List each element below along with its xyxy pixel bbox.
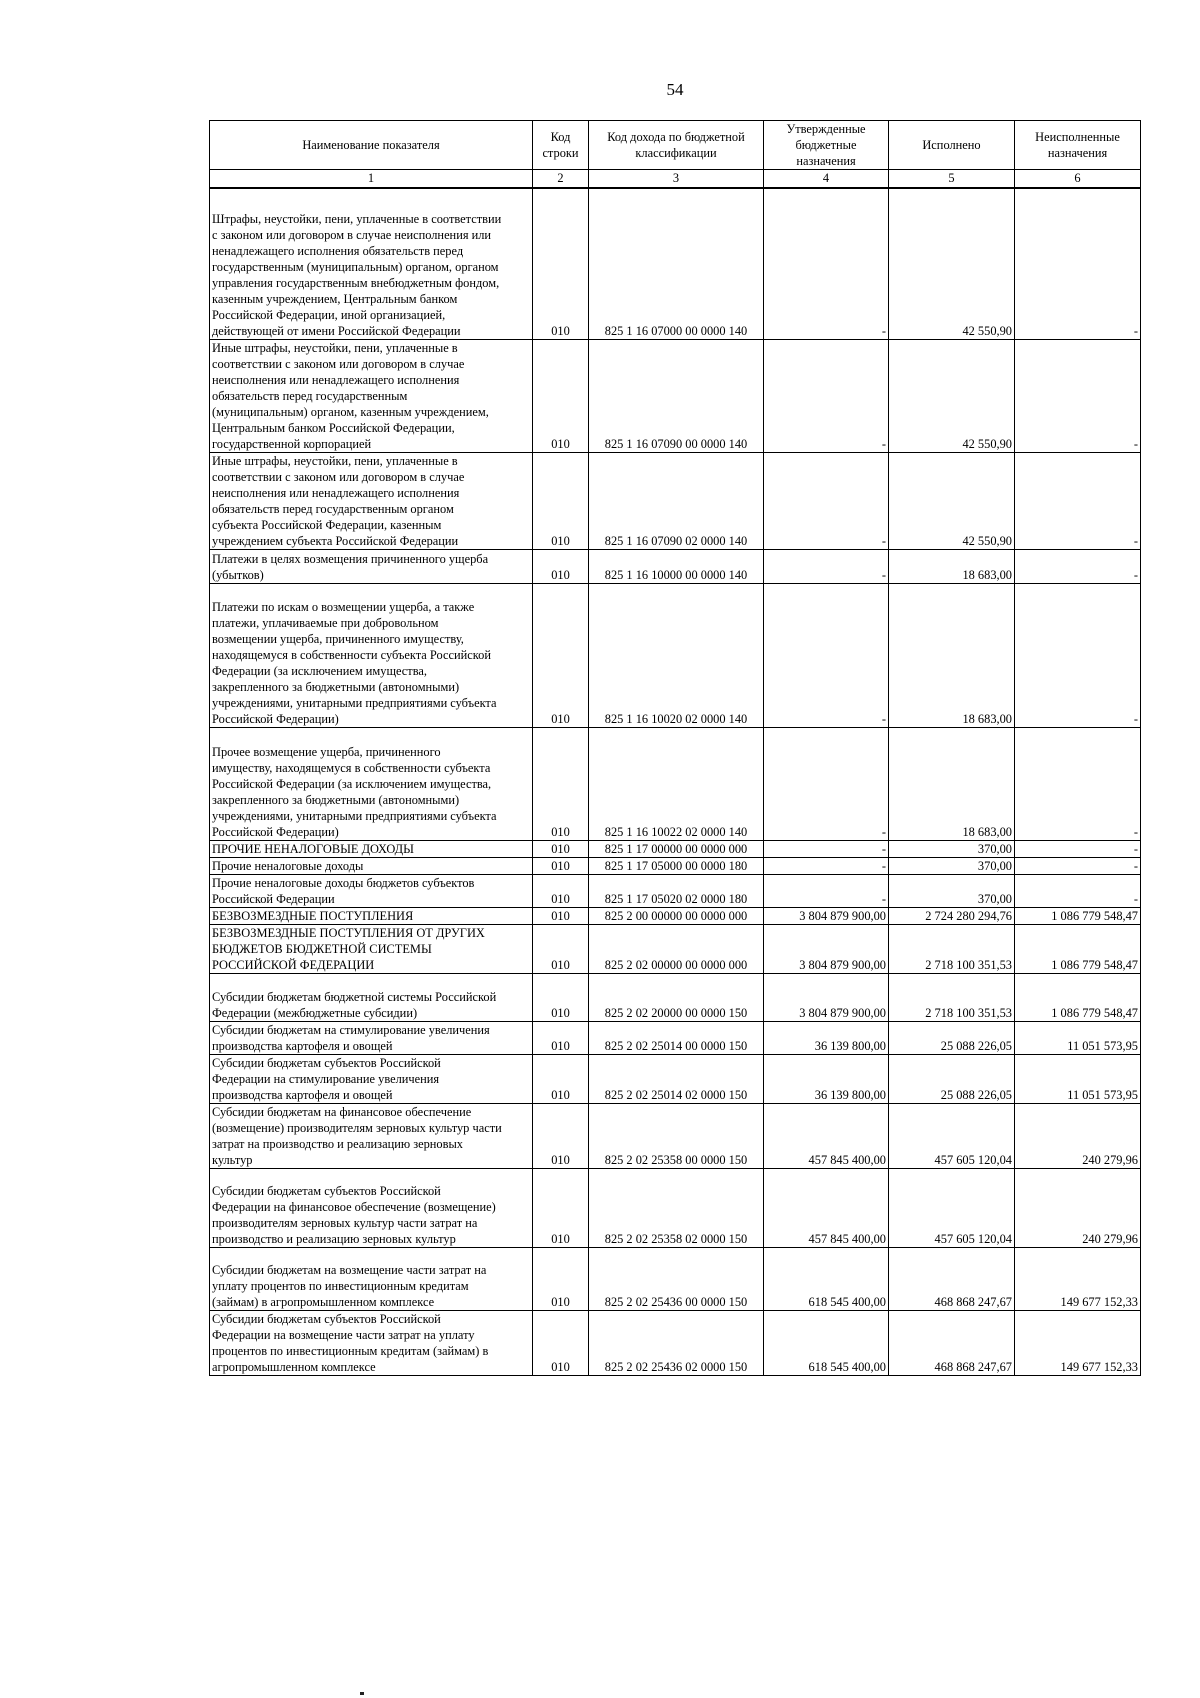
row-indicator-name: ПРОЧИЕ НЕНАЛОГОВЫЕ ДОХОДЫ [210,840,533,857]
row-line-code: 010 [533,1247,589,1310]
row-executed-value: 2 718 100 351,53 [889,973,1015,1021]
row-indicator-name: БЕЗВОЗМЕЗДНЫЕ ПОСТУПЛЕНИЯ [210,907,533,924]
row-unexecuted-value: - [1015,452,1141,549]
header-unexecuted-appropriations: Неисполненные назначения [1015,121,1141,170]
row-classification-code: 825 2 02 25014 00 0000 150 [589,1021,764,1054]
row-unexecuted-value: 149 677 152,33 [1015,1310,1141,1375]
row-indicator-name: Субсидии бюджетам бюджетной системы Российской Федерации (межбюджетные субсидии) [210,973,533,1021]
row-line-code: 010 [533,1054,589,1103]
row-line-code: 010 [533,1168,589,1247]
row-classification-code: 825 1 16 07090 02 0000 140 [589,452,764,549]
row-line-code: 010 [533,874,589,907]
table-row [210,1103,1141,1168]
row-approved-value: 36 139 800,00 [764,1021,889,1054]
row-executed-value: 457 605 120,04 [889,1103,1015,1168]
row-classification-code: 825 2 02 25436 02 0000 150 [589,1310,764,1375]
row-indicator-name: Платежи по искам о возмещении ущерба, а также платежи, уплачиваемые при добровольном возмещении ущерба, причиненного имуществу, находящемуся в собственности субъекта Российской Федерации (за исключением имущества, закрепленного за бюджетными (автономными) учреждениями, унитарными предприятиями субъекта Российской Федерации) [210,583,533,727]
row-indicator-name: Прочие неналоговые доходы бюджетов субъектов Российской Федерации [210,874,533,907]
row-executed-value: 468 868 247,67 [889,1247,1015,1310]
row-classification-code: 825 1 16 10022 02 0000 140 [589,727,764,840]
scan-speck [360,1692,364,1695]
row-line-code: 010 [533,583,589,727]
row-unexecuted-value: 1 086 779 548,47 [1015,973,1141,1021]
row-unexecuted-value: 240 279,96 [1015,1168,1141,1247]
table-row [210,924,1141,973]
row-executed-value: 25 088 226,05 [889,1021,1015,1054]
row-executed-value: 42 550,90 [889,452,1015,549]
row-approved-value: 3 804 879 900,00 [764,924,889,973]
header-budget-classification-code: Код дохода по бюджетной классификации [589,121,764,170]
row-classification-code: 825 2 02 25358 02 0000 150 [589,1168,764,1247]
table-row [210,840,1141,857]
row-classification-code: 825 2 02 20000 00 0000 150 [589,973,764,1021]
row-classification-code: 825 1 17 05020 02 0000 180 [589,874,764,907]
row-line-code: 010 [533,973,589,1021]
row-classification-code: 825 1 17 00000 00 0000 000 [589,840,764,857]
row-approved-value: - [764,857,889,874]
row-line-code: 010 [533,1021,589,1054]
row-indicator-name: Платежи в целях возмещения причиненного ущерба (убытков) [210,549,533,583]
table-row [210,188,1141,339]
budget-revenue-table [209,120,1141,1376]
table-row [210,727,1141,840]
row-line-code: 010 [533,1103,589,1168]
table-body [210,188,1141,1375]
row-line-code: 010 [533,924,589,973]
row-approved-value: - [764,549,889,583]
row-unexecuted-value: - [1015,727,1141,840]
table-row [210,549,1141,583]
row-line-code: 010 [533,857,589,874]
row-line-code: 010 [533,840,589,857]
row-approved-value: 618 545 400,00 [764,1310,889,1375]
row-unexecuted-value: - [1015,549,1141,583]
column-number: 3 [589,170,764,189]
header-approved-appropriations: Утвержденные бюджетные назначения [764,121,889,170]
row-classification-code: 825 1 16 10020 02 0000 140 [589,583,764,727]
row-unexecuted-value: - [1015,188,1141,339]
row-approved-value: - [764,583,889,727]
row-approved-value: - [764,727,889,840]
row-indicator-name: Субсидии бюджетам субъектов Российской Федерации на стимулирование увеличения производства картофеля и овощей [210,1054,533,1103]
row-approved-value: - [764,840,889,857]
row-executed-value: 370,00 [889,857,1015,874]
row-executed-value: 468 868 247,67 [889,1310,1015,1375]
row-line-code: 010 [533,339,589,452]
header-line-code: Код строки [533,121,589,170]
page-number: 54 [666,80,684,99]
row-executed-value: 42 550,90 [889,188,1015,339]
row-executed-value: 457 605 120,04 [889,1168,1015,1247]
row-unexecuted-value: 11 051 573,95 [1015,1054,1141,1103]
row-indicator-name: БЕЗВОЗМЕЗДНЫЕ ПОСТУПЛЕНИЯ ОТ ДРУГИХ БЮДЖЕТОВ БЮДЖЕТНОЙ СИСТЕМЫ РОССИЙСКОЙ ФЕДЕРАЦИИ [210,924,533,973]
row-executed-value: 370,00 [889,874,1015,907]
row-classification-code: 825 1 16 07000 00 0000 140 [589,188,764,339]
table-row [210,857,1141,874]
table-row [210,907,1141,924]
column-number: 2 [533,170,589,189]
table-row [210,973,1141,1021]
row-indicator-name: Субсидии бюджетам субъектов Российской Федерации на возмещение части затрат на уплату процентов по инвестиционным кредитам (займам) в агропромышленном комплексе [210,1310,533,1375]
row-classification-code: 825 2 02 25358 00 0000 150 [589,1103,764,1168]
row-approved-value: 457 845 400,00 [764,1168,889,1247]
row-unexecuted-value: - [1015,874,1141,907]
row-classification-code: 825 1 16 10000 00 0000 140 [589,549,764,583]
row-indicator-name: Прочее возмещение ущерба, причиненного имуществу, находящемуся в собственности субъекта Российской Федерации (за исключением имущества, закрепленного за бюджетными (автономными) учреждениями, унитарными предприятиями субъекта Российской Федерации) [210,727,533,840]
row-line-code: 010 [533,549,589,583]
row-approved-value: 618 545 400,00 [764,1247,889,1310]
row-classification-code: 825 2 02 25014 02 0000 150 [589,1054,764,1103]
row-classification-code: 825 1 17 05000 00 0000 180 [589,857,764,874]
row-unexecuted-value: - [1015,840,1141,857]
table-row [210,1168,1141,1247]
row-classification-code: 825 2 02 25436 00 0000 150 [589,1247,764,1310]
row-indicator-name: Иные штрафы, неустойки, пени, уплаченные в соответствии с законом или договором в случае неисполнения или ненадлежащего исполнения обязательств перед государственным органом субъекта Российской Федерации, казенным учреждением субъекта Российской Федерации [210,452,533,549]
table-row [210,583,1141,727]
row-line-code: 010 [533,188,589,339]
row-executed-value: 18 683,00 [889,549,1015,583]
row-line-code: 010 [533,907,589,924]
row-unexecuted-value: 240 279,96 [1015,1103,1141,1168]
row-approved-value: - [764,339,889,452]
table-row [210,339,1141,452]
row-approved-value: - [764,452,889,549]
row-indicator-name: Субсидии бюджетам на стимулирование увеличения производства картофеля и овощей [210,1021,533,1054]
row-indicator-name: Прочие неналоговые доходы [210,857,533,874]
row-approved-value: 3 804 879 900,00 [764,973,889,1021]
row-indicator-name: Штрафы, неустойки, пени, уплаченные в соответствии с законом или договором в случае неисполнения или ненадлежащего исполнения обязательств перед государственным (муниципальным) органом, органом управления государственным внебюджетным фондом, казенным учреждением, Центральным банком Российской Федерации, иной организацией, действующей от имени Российской Федерации [210,188,533,339]
row-line-code: 010 [533,727,589,840]
table-row [210,1054,1141,1103]
row-unexecuted-value: 149 677 152,33 [1015,1247,1141,1310]
row-unexecuted-value: 1 086 779 548,47 [1015,907,1141,924]
column-number: 5 [889,170,1015,189]
header-indicator-name: Наименование показателя [210,121,533,170]
row-indicator-name: Субсидии бюджетам на возмещение части затрат на уплату процентов по инвестиционным кредитам (займам) в агропромышленном комплексе [210,1247,533,1310]
row-indicator-name: Субсидии бюджетам на финансовое обеспечение (возмещение) производителям зерновых культур части затрат на производство и реализацию зерновых культур [210,1103,533,1168]
row-executed-value: 25 088 226,05 [889,1054,1015,1103]
header-executed: Исполнено [889,121,1015,170]
row-unexecuted-value: - [1015,583,1141,727]
row-line-code: 010 [533,1310,589,1375]
table-row [210,452,1141,549]
row-classification-code: 825 2 02 00000 00 0000 000 [589,924,764,973]
row-executed-value: 42 550,90 [889,339,1015,452]
row-approved-value: 36 139 800,00 [764,1054,889,1103]
row-line-code: 010 [533,452,589,549]
row-unexecuted-value: 11 051 573,95 [1015,1021,1141,1054]
table-row [210,1310,1141,1375]
row-unexecuted-value: - [1015,339,1141,452]
table-row [210,1247,1141,1310]
row-executed-value: 18 683,00 [889,583,1015,727]
row-executed-value: 370,00 [889,840,1015,857]
row-classification-code: 825 2 00 00000 00 0000 000 [589,907,764,924]
row-unexecuted-value: - [1015,857,1141,874]
row-indicator-name: Иные штрафы, неустойки, пени, уплаченные в соответствии с законом или договором в случае неисполнения или ненадлежащего исполнения обязательств перед государственным (муниципальным) органом, казенным учреждением, Центральным банком Российской Федерации, государственной корпорацией [210,339,533,452]
column-number: 1 [210,170,533,189]
row-approved-value: 3 804 879 900,00 [764,907,889,924]
row-unexecuted-value: 1 086 779 548,47 [1015,924,1141,973]
column-number: 6 [1015,170,1141,189]
row-classification-code: 825 1 16 07090 00 0000 140 [589,339,764,452]
column-number: 4 [764,170,889,189]
row-approved-value: - [764,874,889,907]
row-approved-value: - [764,188,889,339]
row-executed-value: 2 718 100 351,53 [889,924,1015,973]
table-row [210,1021,1141,1054]
row-executed-value: 2 724 280 294,76 [889,907,1015,924]
table-row [210,874,1141,907]
row-approved-value: 457 845 400,00 [764,1103,889,1168]
row-indicator-name: Субсидии бюджетам субъектов Российской Федерации на финансовое обеспечение (возмещение) производителям зерновых культур части затрат на производство и реализацию зерновых культур [210,1168,533,1247]
row-executed-value: 18 683,00 [889,727,1015,840]
